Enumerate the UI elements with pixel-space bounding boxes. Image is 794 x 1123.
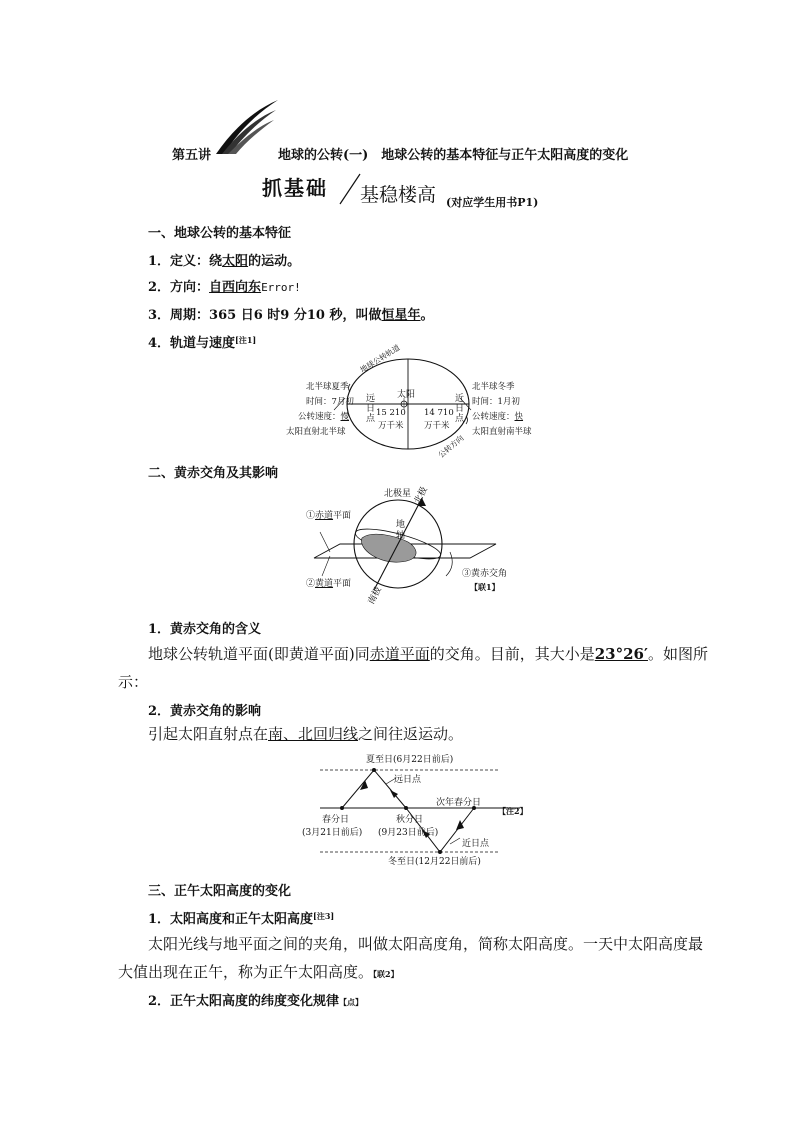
sun-height-p1: 太阳光线与地平面之间的夹角，叫做太阳高度角，简称太阳高度。一天中太阳高度最 (148, 935, 704, 953)
meaning-equator: 赤道平面 (369, 645, 430, 663)
fig2-eq-post: 平面 (333, 511, 352, 521)
lesson-label: 第五讲 (172, 148, 212, 163)
fig1-orbit-label: 地球公转轨道 (358, 343, 402, 375)
fig1-left-1: 北半球夏季 (306, 382, 349, 392)
fig3-summer: 夏至日(6月22日前后) (366, 755, 454, 765)
fig1-perihelion (455, 394, 467, 424)
aph-ch1: 远 (366, 394, 376, 404)
latitude-rule-note: 【点】 (339, 997, 364, 1007)
fig3-note2: 【注2】 (498, 806, 528, 816)
per-ch1: 近 (455, 394, 465, 404)
per-ch2: 日 (455, 404, 465, 414)
fig2-ecliptic (306, 576, 351, 589)
dir-value: 自西向东 (209, 280, 262, 295)
fig1-direction-label: 公转方向 (436, 433, 466, 460)
fig2-south-pole: 南极 (366, 585, 384, 607)
fig1-right-3-pre: 公转速度： (472, 412, 515, 422)
sun-height-p2 (118, 958, 399, 988)
def-post: 的运动。 (248, 254, 301, 269)
fig1-right-1: 北半球冬季 (472, 382, 515, 392)
meaning-b: 的交角。目前，其大小是 (429, 645, 595, 663)
definition (148, 250, 300, 269)
obliquity-meaning-title: 1．黄赤交角的含义 (148, 622, 262, 637)
banner-slogan: 基稳楼高 (360, 184, 437, 206)
period-pre: 3．周期：365 日6 时9 分10 秒，叫做 (148, 308, 382, 323)
sun-height-note: [注3] (313, 911, 335, 921)
lesson-swoosh-logo (212, 96, 282, 158)
obliquity-meaning-p1 (148, 640, 708, 668)
per-ch3: 点 (455, 414, 465, 424)
sun-height-title (148, 908, 334, 927)
dir-pre: 2．方向： (148, 280, 210, 295)
fig2-ec-post: 平面 (333, 579, 352, 589)
fig1-left-3 (298, 410, 349, 422)
banner-big: 抓基础 (262, 176, 328, 200)
obliquity-effect-title: 2．黄赤交角的影响 (148, 704, 262, 719)
fig2-eq-pre: ① (306, 511, 316, 521)
page-title: 地球的公转(一) 地球公转的基本特征与正午太阳高度的变化 (278, 148, 629, 163)
period-term: 恒星年 (381, 308, 421, 323)
fig2-axis: 地轴 (396, 520, 406, 541)
fig1-dist-right-2: 万千米 (424, 421, 450, 431)
fig1-right-4: 太阳直射南半球 (472, 427, 532, 437)
effect-a: 引起太阳直射点在 (148, 725, 269, 743)
orbit-note: [注1] (235, 335, 257, 345)
fig1-left-3-val: 慢 (340, 412, 350, 422)
fig2-link: 【联1】 (470, 582, 500, 592)
fig3-aphelion: 远日点 (394, 775, 422, 785)
fig2-angle: ③黄赤交角 (462, 569, 508, 579)
fig1-left-4: 太阳直射北半球 (286, 427, 346, 437)
dir-error: Error! (261, 281, 301, 294)
aph-ch2: 日 (366, 404, 376, 414)
effect-b: 之间往返运动。 (358, 725, 464, 743)
period (148, 304, 434, 323)
fig1-dist-right-1: 14 710 (424, 408, 454, 418)
fig3-winter: 冬至日(12月22日前后) (388, 857, 481, 867)
direction (148, 276, 301, 295)
fig3-spring-date: (3月21日前后) (302, 828, 363, 838)
fig1-dist-left-1: 15 210 (376, 408, 406, 418)
fig2-north-pole: 北极 (412, 485, 430, 507)
latitude-rule-text: 2．正午太阳高度的纬度变化规律 (148, 994, 340, 1009)
fig1-right-2: 时间：1月初 (472, 397, 520, 407)
orbit-speed (148, 332, 256, 351)
meaning-angle: 23°26′ (594, 645, 648, 663)
fig3-autumn-date: (9月23日前后) (378, 828, 439, 838)
fig1-left-2: 时间：7月初 (306, 397, 354, 407)
fig2-polaris: 北极星 (384, 489, 412, 499)
period-post: 。 (420, 308, 434, 323)
section-1-title: 一、地球公转的基本特征 (148, 226, 292, 241)
fig3-autumn: 秋分日 (396, 815, 424, 825)
fig1-right-3 (472, 410, 523, 422)
fig3-next-spring: 次年春分日 (436, 798, 482, 808)
fig1-sun: 太阳 (397, 390, 416, 400)
effect-tropics: 南、北回归线 (268, 725, 359, 743)
banner-ref: (对应学生用书P1) (446, 196, 539, 209)
obliquity-effect-p (148, 720, 463, 748)
def-sun: 太阳 (222, 254, 249, 269)
fig3-perihelion: 近日点 (462, 839, 490, 849)
fig2-ec-pre: ② (306, 579, 316, 589)
aph-ch3: 点 (366, 414, 376, 424)
section-3-title: 三、正午太阳高度的变化 (148, 884, 292, 899)
fig3-spring: 春分日 (322, 815, 350, 825)
fig1-left-3-pre: 公转速度： (298, 412, 341, 422)
meaning-a: 地球公转轨道平面(即黄道平面)同 (148, 645, 370, 663)
sun-height-title-text: 1．太阳高度和正午太阳高度 (148, 912, 314, 927)
meaning-c: 。如图所 (647, 645, 708, 663)
sun-height-p2-text: 大值出现在正午，称为正午太阳高度。 (118, 963, 374, 981)
fig1-right-3-val: 快 (514, 412, 524, 422)
sun-height-link: 【联2】 (373, 969, 399, 979)
def-pre: 1．定义：绕 (148, 254, 223, 269)
banner-slash (338, 172, 362, 206)
fig2-ec-u: 黄道 (315, 579, 334, 589)
obliquity-meaning-p2: 示： (118, 673, 149, 691)
fig1-dist-left-2: 万千米 (378, 421, 404, 431)
section-2-title: 二、黄赤交角及其影响 (148, 466, 279, 481)
orbit-label: 4．轨道与速度 (148, 336, 236, 351)
latitude-rule-title (148, 990, 363, 1009)
fig2-eq-u: 赤道 (315, 511, 334, 521)
fig2-equator (306, 508, 351, 521)
